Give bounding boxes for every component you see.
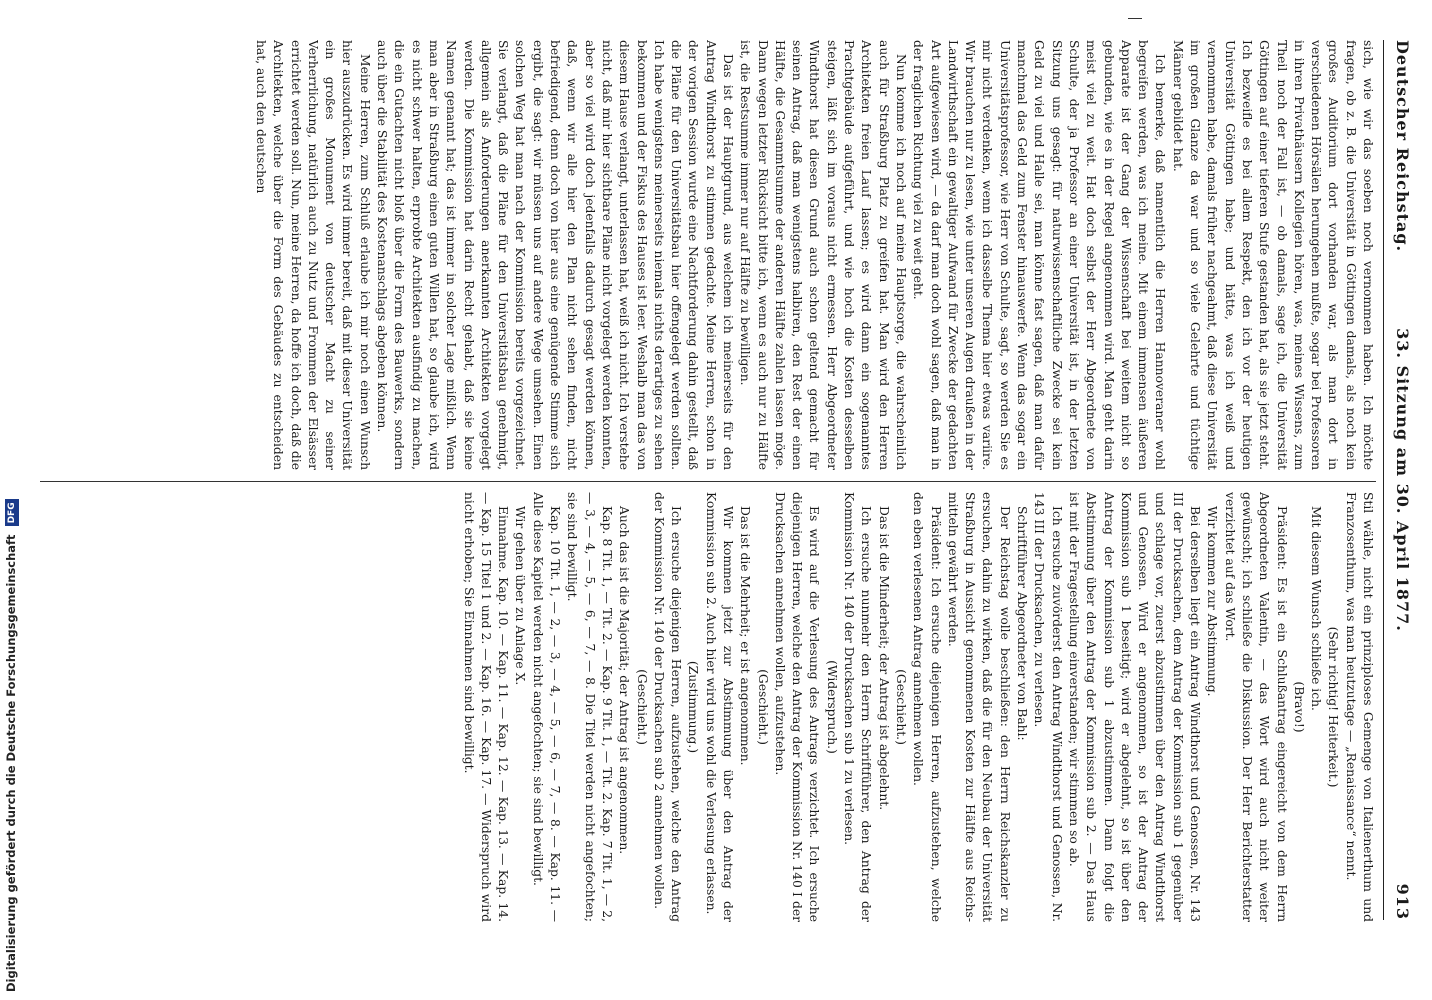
paragraph: (Widerspruch.): [824, 660, 839, 754]
right-text-column: [40, 492, 1376, 922]
paragraph: Mit diesem Wunsch schließe ich.: [1309, 506, 1324, 711]
running-header: [1384, 40, 1418, 920]
paragraph: Kap. 8 Tit. 1, — Tit. 2. — Kap. 9 Tit. 1, — Tit. 2. Kap. 7 Tit. 1, — 2, — 3, — 4, — 5, — 6, — 7, — 8. Die Titel werden nicht angefochten; sie sind bewilligt.: [565, 492, 614, 922]
scan-mark: [1128, 18, 1142, 19]
paragraph: Stil wähle, nicht ein prinziploses Gemenge von Italienerthum und Franzosenthum, was man heutzutage — „Renaissance“ nennt.: [1343, 492, 1375, 922]
paragraph: Präsident: Es ist ein Schlußantrag eingereicht von dem Herrn Abgeordneten Valentin, — das Wort wird auch nicht weiter gewünscht; ich schließe die Diskussion. Der Herr Berichterstatter verzichtet auf das Wort.: [1222, 492, 1289, 922]
header-session-date: 33. Sitzung am 30. April 1877.: [1393, 328, 1412, 632]
paragraph: Auch das ist die Majorität; der Antrag ist angenommen.: [617, 506, 632, 855]
paragraph: Es wird auf die Verlesung des Antrags verzichtet. Ich ersuche diejenigen Herren, welche den Antrag der Kommission Nr. 140 I der Drucksachen annehmen wollen, aufzustehen.: [772, 492, 822, 922]
paragraph: (Sehr richtig! Heiterkeit.): [1326, 626, 1341, 788]
column-divider: [40, 481, 1376, 482]
paragraph: Das ist die Mehrheit; er ist angenommen.: [738, 506, 753, 766]
paragraph: Präsident: Ich ersuche diejenigen Herren, aufzustehen, welche den eben verlesenen Antrag annehmen wollen.: [911, 492, 943, 922]
paragraph: Meine Herren, zum Schluß erlaube ich mir noch einen Wunsch hier auszudrücken. Es wird immer bereit, daß mit dieser Universität ein großes Monument von deutscher Macht zu seiner Verherrlichung, natürlich auch zu Nutz und Frommen der Elsässer errichtet werden soll. Nun, meine Herren, da hoffe ich doch, daß die Architekten, welche über die Form des Gebäudes zu entscheiden hat, auch den deutschen: [254, 40, 372, 470]
paragraph: Wir gehen über zu Anlage X.: [513, 506, 528, 686]
paragraph: Ich ersuche diejenigen Herren, aufzustehen, welche den Antrag der Kommission Nr. 140 der Drucksachen sub 2 annehmen wollen.: [651, 492, 684, 922]
paragraph: Ich ersuche nunmehr den Herrn Schriftführer, den Antrag der Kommission Nr. 140 der Drucksachen sub 1 zu verlesen.: [842, 492, 874, 922]
paragraph: Wir kommen jetzt zur Abstimmung über den Antrag der Kommission sub 2. Auch hier wird uns wohl die Verlesung erlassen.: [703, 492, 736, 922]
digitization-credit: [0, 0, 22, 1000]
page-number: 913: [1393, 883, 1412, 920]
paragraph: Bei derselben liegt ein Antrag Windthorst und Genossen, Nr. 143 III der Drucksachen, dem Antrag der Kommission sub 1 gegenüber und schlage vor, zuerst abzustimmen über den Antrag Windthorst und Genossen. Wird er angenommen, so ist der Antrag der Kommission sub 1 beseitigt; wird er abgelehnt, so ist über den Antrag der Kommission sub 1 abzustimmen. Dann folgt die Abstimmung über den Antrag der Kommission sub 2. — Das Haus ist mit der Fragestellung einverstanden; wir stimmen so ab.: [1066, 492, 1203, 922]
paragraph: (Geschieht.): [634, 669, 649, 745]
paragraph: Einnahme. Kap. 10. — Kap. 11. — Kap. 12. — Kap. 13. — Kap. 14. — Kap. 15 Titel 1 und 2. — Kap. 16. — Kap. 17. — Widerspruch wird nicht erhoben; Sie Einnahmen sind bewilligt.: [461, 492, 511, 922]
paragraph: sich, wie wir das soeben noch vernommen haben. Ich möchte fragen, ob z. B. die Universität in Göttingen damals, als noch kein großes Auditorium dort vorhanden war, als man dort in verschiedenen Hörsälen herumgehen mußte, sogar bei Professoren in ihren Privathäusern Kollegien hören, was, meines Wissens, zum Theil noch der Fall ist, — ob damals, sage ich, die Universität Göttingen auf einer tieferen Stufe gestanden hat, als sie jetzt steht. Ich bezweifle es bei allem Respekt, den ich vor der heutigen Universität Göttingen habe; und hätte, was ich weiß und vernommen habe, damals früher nachgeahmt, daß diese Universität im großen Glanze da war und so viele Gelehrte und tüchtige Männer gebildet hat.: [1170, 40, 1375, 470]
header-publication: Deutscher Reichstag.: [1393, 40, 1412, 253]
paragraph: (Geschieht.): [755, 669, 770, 745]
paragraph: Der Reichstag wolle beschließen: den Herrn Reichskanzler zu ersuchen, dahin zu wirken, daß die für den Neubau der Universität Straßburg in Aussicht genommenen Kosten zur Hälfte aus Reichsmitteln gewährt werden.: [945, 492, 1012, 922]
paragraph: (Bravo!): [1291, 681, 1306, 733]
paragraph: Wir kommen zur Abstimmung.: [1205, 506, 1220, 697]
paragraph: Ich ersuche zuvörderst den Antrag Windthorst und Genossen, Nr. 143 III der Drucksachen, zu verlesen.: [1032, 492, 1064, 922]
paragraph: Das ist die Minderheit; der Antrag ist abgelehnt.: [876, 506, 891, 811]
header-rule: [1383, 40, 1384, 920]
paragraph: Ich bemerke, daß namentlich die Herren Hannoveraner wohl begreifen werden, was ich meine. Mit einem immensen äußeren Apparate ist der Gang der Wissenschaft bei weitem nicht so gebunden, wie es in der Regel angenommen wird. Man geht darin meist viel zu weit. Hat doch selbst der Herr Abgeordnete von Schulte, der ja Professor an einer Universität ist, in der letzten Sitzung uns gesagt: für naturwissenschaftliche Zwecke sei kein Geld zu viel und Halle sei, man könne fast sagen, daß man dafür manchmal das Geld zum Fenster hinauswerfe. Wenn das sogar ein Universitätsprofessor, wie Herr von Schulte, sagt, so werden Sie es mir nicht verdenken, wenn ich dasselbe Thema hier etwas variire. Wir brauchen nur zu lesen, wie unter unseren Augen draußen in der Landwirthschaft ein gewaltiger Aufwand für Zwecke der gedachten Art aufgewiesen wird, — da darf man doch wohl sagen, daß man in der fraglichen Richtung viel zu weit geht.: [911, 40, 1168, 470]
left-text-column: [40, 40, 1376, 470]
paragraph: Schriftführer Abgeordneter von Bahl:: [1015, 506, 1030, 741]
paragraph: Das ist der Hauptgrund, aus welchem ich meinerseits für den Antrag Windthorst zu stimmen gedachte. Meine Herren, schon in der vorigen Session wurde eine Nachtforderung dahin gestellt, daß die Pläne für den Universitätsbau hier offengelegt werden sollten. Ich habe wenigstens meinerseits niemals nichts derartiges zu sehen bekommen und der Fiskus des Hauses ist leer. Weshalb man das von diesem Hause verlangt, unterlassen hat, weiß ich nicht. Ich verstehe nicht, daß mir hier sichtbare Pläne nicht vorgelegt werden konnten, aber so viel wird doch jedenfalls dadurch gesagt werden können, daß, wenn wir alle hier den Plan nicht sehen finden, nicht befriedigend, denn doch von hier aus eine genügende Stimme sich ergibt, die sagt: wir müssen uns auf andere Wege umsehen. Einen solchen Weg hat man nach der Kommission bereits vorgezeichnet. Sie verlangt, daß die Pläne für den Universitätsbau genehmigt, allgemein als Anforderungen anerkannten Architekten vorgelegt werden. Die Kommission hat darin Recht gehabt, daß sie keine Namen genannt hat; das ist immer in solcher Lage mißlich. Wenn man aber in Straßburg einen guten Willen hat, so glaube ich, wird es nicht schwer halten, erprobte Architekten ausfindig zu machen, die ein Gutachten nicht bloß über die Form des Bauwerks, sondern auch über die Stabilität des Kostenanschlags abgeben können.: [375, 40, 736, 470]
credit-text: Digitalisierung gefördert durch die Deutsche Forschungsgemeinschaft: [4, 534, 18, 992]
paragraph: (Zustimmung.): [686, 660, 701, 754]
paragraph: Kap. 10 Tit. 1, — 2, — 3, — 4, — 5, — 6, — 7, — 8. — Kap. 11. — Alle diese Kapitel werden nicht angefochten; sie sind bewilligt.: [530, 492, 563, 922]
paragraph: (Geschieht.): [893, 669, 908, 745]
paragraph: Nun komme ich noch auf meine Hauptsorge, die wahrscheinlich auch für Straßburg Platz zu greifen hat. Man wird den Herren Architekten freien Lauf lassen; es wird dann ein sogenanntes Prachtgebäude aufgeführt, und wie hoch die Kosten desselben steigen, läßt sich im voraus nicht ermessen. Herr Abgeordneter Windthorst hat diesen Grund auch schon geltend gemacht für seinen Antrag, daß man wenigstens halbiren, den Rest der einen Hälfte, die Gesammtsumme der anderen Hälfte zahlen lassen möge. Dann wegen letzter Rücksicht bitte ich, wenn es auch nur zu Hälfte ist, die Restsumme immer nur auf Hälfte zu bewilligen.: [738, 40, 908, 470]
dfg-logo: DFG: [5, 499, 19, 526]
